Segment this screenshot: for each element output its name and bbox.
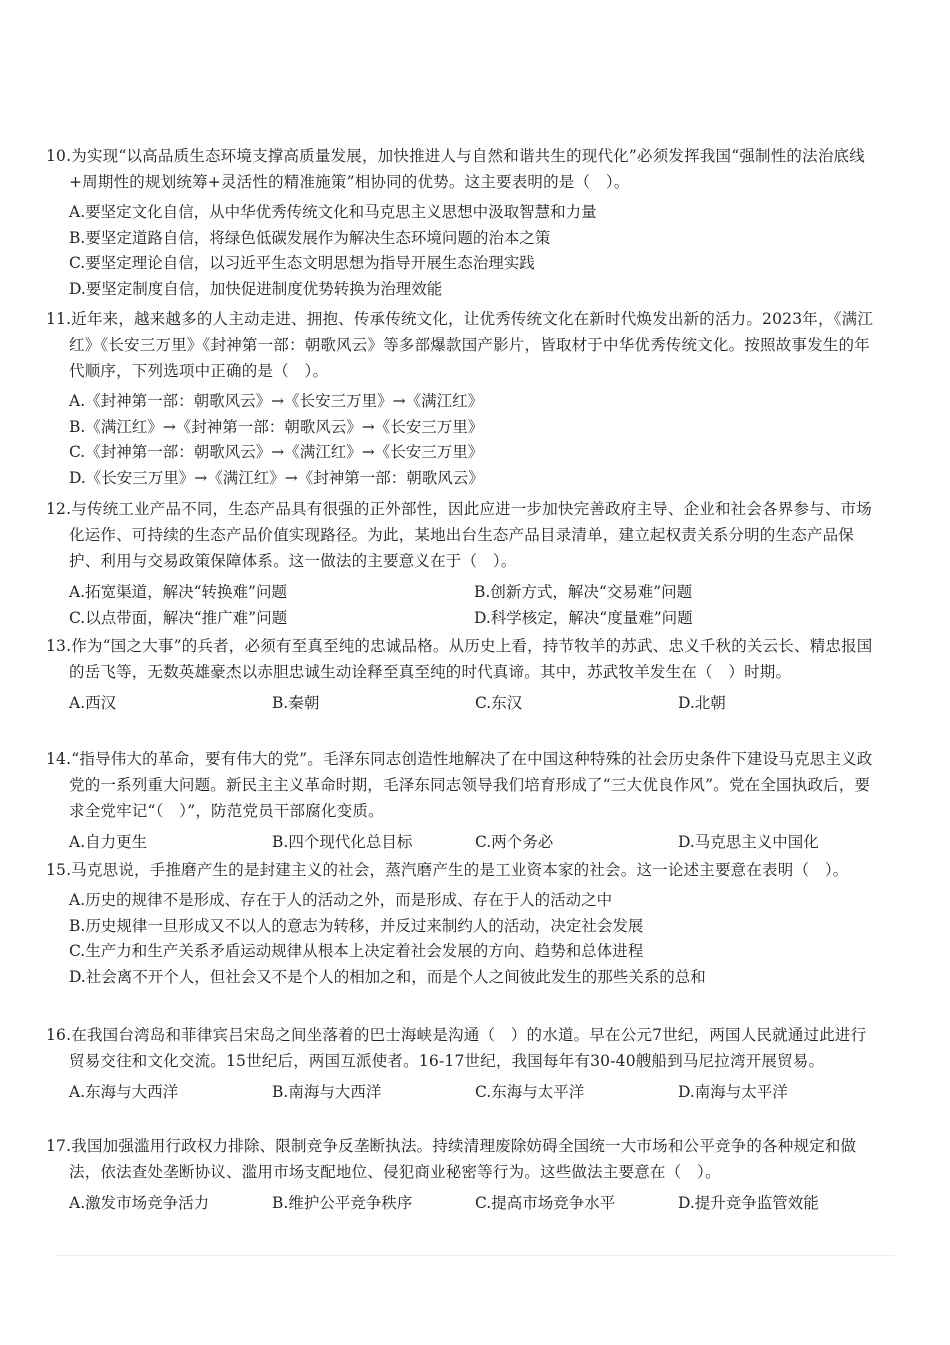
option-b: B.历史规律一旦形成又不以人的意志为转移，并反过来制约人的活动，决定社会发展 bbox=[69, 916, 644, 935]
option-d: D.马克思主义中国化 bbox=[678, 833, 819, 851]
question-stem: 17.我国加强滥用行政权力排除、限制竞争反垄断执法。持续清理废除妨碍全国统一大市场和公平竞争的各种规定和做法，依法查处垄断协议、滥用市场支配地位、侵犯商业秘密等行为。这些做法主要意在（ ）。 bbox=[46, 1137, 857, 1181]
question-15 bbox=[46, 857, 876, 990]
question-12 bbox=[46, 496, 876, 631]
option-b: B.南海与大西洋 bbox=[272, 1083, 382, 1101]
option-list bbox=[46, 579, 876, 631]
question-14 bbox=[46, 746, 876, 855]
option-c: C.以点带面，解决“推广难”问题 bbox=[69, 609, 288, 627]
option-b: B.四个现代化总目标 bbox=[272, 833, 413, 851]
option-list bbox=[46, 888, 876, 990]
question-17 bbox=[46, 1133, 876, 1216]
option-b: B.创新方式，解决“交易难”问题 bbox=[474, 583, 693, 601]
option-a: A.要坚定文化自信，从中华优秀传统文化和马克思主义思想中汲取智慧和力量 bbox=[69, 203, 597, 221]
option-c: C.东汉 bbox=[475, 694, 523, 712]
question-10 bbox=[46, 143, 876, 302]
question-stem: 12.与传统工业产品不同，生态产品具有很强的正外部性，因此应进一步加快完善政府主导、企业和社会各界参与、市场化运作、可持续的生态产品价值实现路径。为此，某地出台生态产品目录清单，建立起权责关系分明的生态产品保护、利用与交易政策保障体系。这一做法的主要意义在于（ ）。 bbox=[46, 500, 872, 570]
option-d: D.南海与太平洋 bbox=[678, 1083, 788, 1101]
option-c: C.生产力和生产关系矛盾运动规律从根本上决定着社会发展的方向、趋势和总体进程 bbox=[69, 942, 644, 960]
option-b: B.秦朝 bbox=[272, 694, 320, 712]
option-a: A.历史的规律不是形成、存在于人的活动之外，而是形成、存在于人的活动之中 bbox=[69, 891, 613, 909]
option-d: D.北朝 bbox=[678, 694, 726, 712]
question-stem: 16.在我国台湾岛和菲律宾吕宋岛之间坐落着的巴士海峡是沟通（ ）的水道。早在公元7世纪，两国人民就通过此进行贸易交往和文化交流。15世纪后，两国互派使者。16-17世纪，我国每年有30-40艘船到马尼拉湾开展贸易。 bbox=[46, 1026, 867, 1070]
question-11 bbox=[46, 306, 876, 491]
page-divider bbox=[55, 1255, 895, 1256]
option-c: C.《封神第一部：朝歌风云》→《满江红》→《长安三万里》 bbox=[69, 443, 484, 461]
question-16 bbox=[46, 1022, 876, 1105]
question-stem: 11.近年来，越来越多的人主动走进、拥抱、传承传统文化，让优秀传统文化在新时代焕发出新的活力。2023年，《满江红》《长安三万里》《封神第一部：朝歌风云》等多部爆款国产影片，皆取材于中华优秀传统文化。按照故事发生的年代顺序，下列选项中正确的是（ ）。 bbox=[46, 310, 874, 380]
option-list bbox=[46, 1079, 876, 1105]
option-c: C.东海与太平洋 bbox=[475, 1083, 585, 1101]
option-list bbox=[46, 1190, 876, 1216]
option-d: D.社会离不开个人，但社会又不是个人的相加之和，而是个人之间彼此发生的那些关系的总和 bbox=[69, 967, 706, 986]
option-a: A.自力更生 bbox=[69, 833, 148, 851]
question-13 bbox=[46, 633, 876, 716]
option-c: C.提高市场竞争水平 bbox=[475, 1194, 616, 1212]
question-stem: 10.为实现“以高品质生态环境支撑高质量发展，加快推进人与自然和谐共生的现代化”必须发挥我国“强制性的法治底线+周期性的规划统筹+灵活性的精准施策”相协同的优势。这主要表明的是（ ）。 bbox=[46, 147, 865, 191]
option-b: B.《满江红》→《封神第一部：朝歌风云》→《长安三万里》 bbox=[69, 417, 484, 436]
option-c: C.要坚定理论自信，以习近平生态文明思想为指导开展生态治理实践 bbox=[69, 254, 535, 272]
question-stem: 15.马克思说，手推磨产生的是封建主义的社会，蒸汽磨产生的是工业资本家的社会。这一论述主要意在表明（ ）。 bbox=[46, 861, 849, 879]
question-stem: 14.“指导伟大的革命，要有伟大的党”。毛泽东同志创造性地解决了在中国这种特殊的社会历史条件下建设马克思主义政党的一系列重大问题。新民主主义革命时期，毛泽东同志领导我们培育形成了“三大优良作风”。党在全国执政后，要求全党牢记“（ ）”，防范党员干部腐化变质。 bbox=[46, 750, 873, 820]
option-a: A.西汉 bbox=[69, 694, 117, 712]
option-a: A.激发市场竞争活力 bbox=[69, 1194, 210, 1212]
option-b: B.要坚定道路自信，将绿色低碳发展作为解决生态环境问题的治本之策 bbox=[69, 228, 551, 247]
option-d: D.提升竞争监管效能 bbox=[678, 1194, 819, 1212]
option-b: B.维护公平竞争秩序 bbox=[272, 1194, 413, 1212]
option-list bbox=[46, 690, 876, 716]
option-a: A.拓宽渠道，解决“转换难”问题 bbox=[69, 583, 287, 601]
option-list bbox=[46, 200, 876, 302]
option-d: D.《长安三万里》→《满江红》→《封神第一部：朝歌风云》 bbox=[69, 468, 484, 487]
option-a: A.《封神第一部：朝歌风云》→《长安三万里》→《满江红》 bbox=[69, 392, 484, 410]
option-c: C.两个务必 bbox=[475, 833, 554, 851]
option-d: D.科学核定，解决“度量难”问题 bbox=[474, 609, 693, 627]
question-stem: 13.作为“国之大事”的兵者，必须有至真至纯的忠诚品格。从历史上看，持节牧羊的苏武、忠义千秋的关云长、精忠报国的岳飞等，无数英雄豪杰以赤胆忠诚生动诠释至真至纯的时代真谛。其中，苏武牧羊发生在（ ）时期。 bbox=[46, 637, 873, 681]
option-a: A.东海与大西洋 bbox=[69, 1083, 179, 1101]
option-d: D.要坚定制度自信，加快促进制度优势转换为治理效能 bbox=[69, 279, 443, 298]
option-list bbox=[46, 829, 876, 855]
option-list bbox=[46, 389, 876, 491]
